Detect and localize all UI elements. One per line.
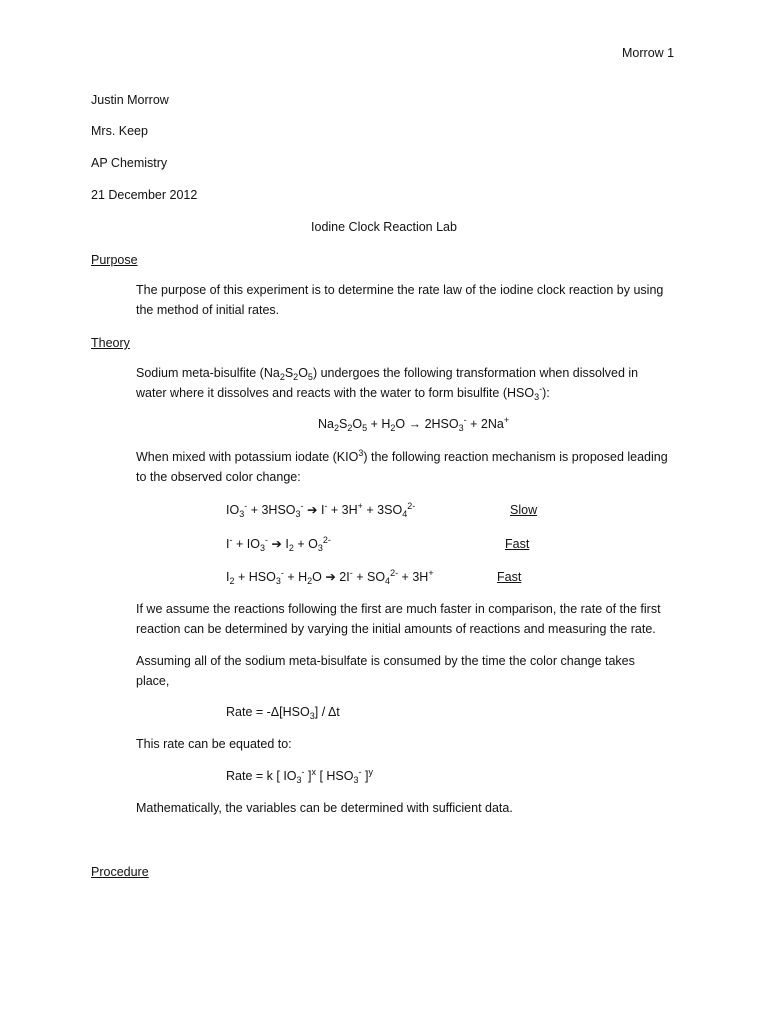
- theory-p4-line-2: place,: [136, 674, 170, 688]
- mechanism-step-1-rate-label: Slow: [510, 503, 538, 517]
- teacher-name: Mrs. Keep: [91, 124, 148, 138]
- document-title: Iodine Clock Reaction Lab: [311, 220, 457, 234]
- running-head: Morrow 1: [622, 46, 675, 60]
- equation-dissolution: $Na_2S_2O_5 + H_2O \to 2HSO_3^- + 2Na^+$: [318, 415, 510, 433]
- mechanism-step-2-rate-label: Fast: [505, 537, 530, 551]
- mechanism-step-3: $I_2 + HSO_3^- + H_2O$ ➔ $2I^- + SO_4^{2-} + 3H^+$: [226, 568, 434, 586]
- document-date: 21 December 2012: [91, 188, 198, 202]
- theory-p3-line-1: If we assume the reactions following the first are much faster in comparison, the rate of the first: [136, 602, 661, 616]
- purpose-heading: Purpose: [91, 253, 138, 267]
- theory-p3-line-2: reaction can be determined by varying the initial amounts of reactions and measuring the rate.: [136, 622, 656, 636]
- author-name: Justin Morrow: [91, 93, 169, 107]
- theory-paragraph-5: This rate can be equated to:: [136, 737, 292, 751]
- mechanism-step-2: $I^- + IO_3^-$ ➔ $I_2 + O_3^{2-}$: [226, 535, 331, 553]
- theory-p1-line-2: water where it dissolves and reacts with the water to form bisulfite $(HSO_3^-)$:: [136, 384, 550, 402]
- mechanism-step-3-rate-label: Fast: [497, 570, 522, 584]
- theory-paragraph-3: [136, 599, 696, 639]
- theory-paragraph-1: [136, 363, 696, 403]
- theory-paragraph-2: [136, 447, 696, 487]
- theory-p2-line-2: to the observed color change:: [136, 470, 301, 484]
- purpose-line-2: the method of initial rates.: [136, 303, 280, 317]
- theory-p2-line-1: When mixed with potassium iodate (KIO$^3$) the following reaction mechanism is proposed leading: [136, 448, 668, 464]
- mechanism-step-1: $IO_3^- + 3HSO_3^-$ ➔ $I^- + 3H^+ + 3SO_4^{2-}$: [226, 501, 416, 519]
- rate-expression-1: Rate = $-\Delta[HSO_3]$ / Δt: [226, 705, 340, 721]
- theory-p4-line-1: Assuming all of the sodium meta-bisulfate is consumed by the time the color change takes: [136, 654, 635, 668]
- procedure-heading: Procedure: [91, 865, 149, 879]
- theory-p1-line-1: Sodium meta-bisulfite $(Na_2S_2O_5)$ undergoes the following transformation when dissolved in: [136, 366, 639, 382]
- theory-heading: Theory: [91, 336, 130, 350]
- theory-paragraph-4: [136, 651, 696, 691]
- purpose-line-1: The purpose of this experiment is to determine the rate law of the iodine clock reaction by using: [136, 283, 664, 297]
- course-name: AP Chemistry: [91, 156, 168, 170]
- theory-paragraph-6: Mathematically, the variables can be determined with sufficient data.: [136, 801, 513, 815]
- purpose-paragraph: [136, 280, 696, 320]
- rate-expression-2: Rate = k [ $IO_3^-$ ]$^x$ [ $HSO_3^-$ ]$^y$: [226, 767, 373, 785]
